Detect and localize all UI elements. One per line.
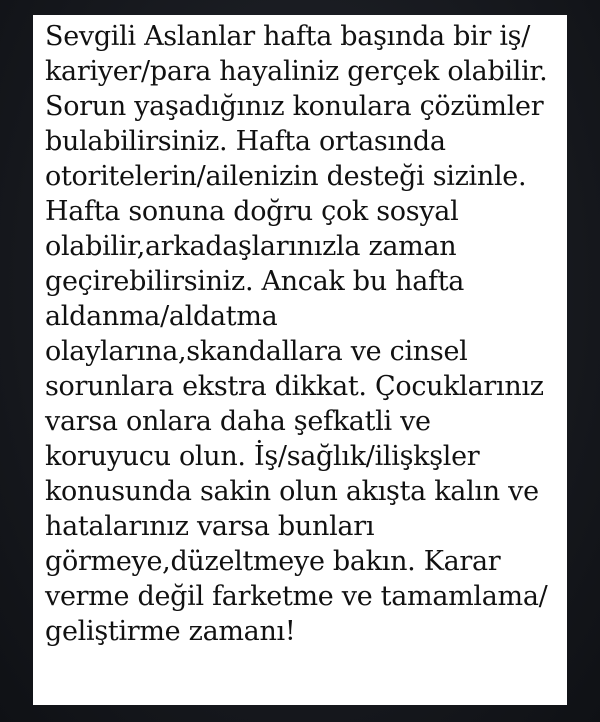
text-line: olabilir,arkadaşlarınızla zaman: [45, 231, 457, 262]
text-line: verme değil farketme ve tamamlama/: [45, 581, 548, 612]
text-line: Sevgili Aslanlar hafta başında bir iş/: [45, 21, 531, 52]
text-line: geçirebilirsiniz. Ancak bu hafta: [45, 266, 465, 297]
text-line: olaylarına,skandallara ve cinsel: [45, 336, 468, 367]
text-line: kariyer/para hayaliniz gerçek olabilir.: [45, 56, 548, 87]
text-line: sorunlara ekstra dikkat. Çocuklarınız: [45, 371, 544, 402]
text-line: bulabilirsiniz. Hafta ortasında: [45, 126, 446, 157]
text-line: aldanma/aldatma: [45, 301, 278, 332]
text-line: konusunda sakin olun akışta kalın ve: [45, 476, 539, 507]
text-line: geliştirme zamanı!: [45, 616, 296, 647]
horoscope-text-card: [33, 15, 567, 705]
text-line: görmeye,düzeltmeye bakın. Karar: [45, 546, 501, 577]
text-line: Sorun yaşadığınız konulara çözümler: [45, 91, 544, 122]
text-line: otoritelerin/ailenizin desteği sizinle.: [45, 161, 527, 192]
text-line: Hafta sonuna doğru çok sosyal: [45, 196, 459, 227]
text-line: hatalarınız varsa bunları: [45, 511, 375, 542]
text-line: varsa onlara daha şefkatli ve: [45, 406, 431, 437]
text-line: koruyucu olun. İş/sağlık/ilişkşler: [45, 441, 480, 472]
